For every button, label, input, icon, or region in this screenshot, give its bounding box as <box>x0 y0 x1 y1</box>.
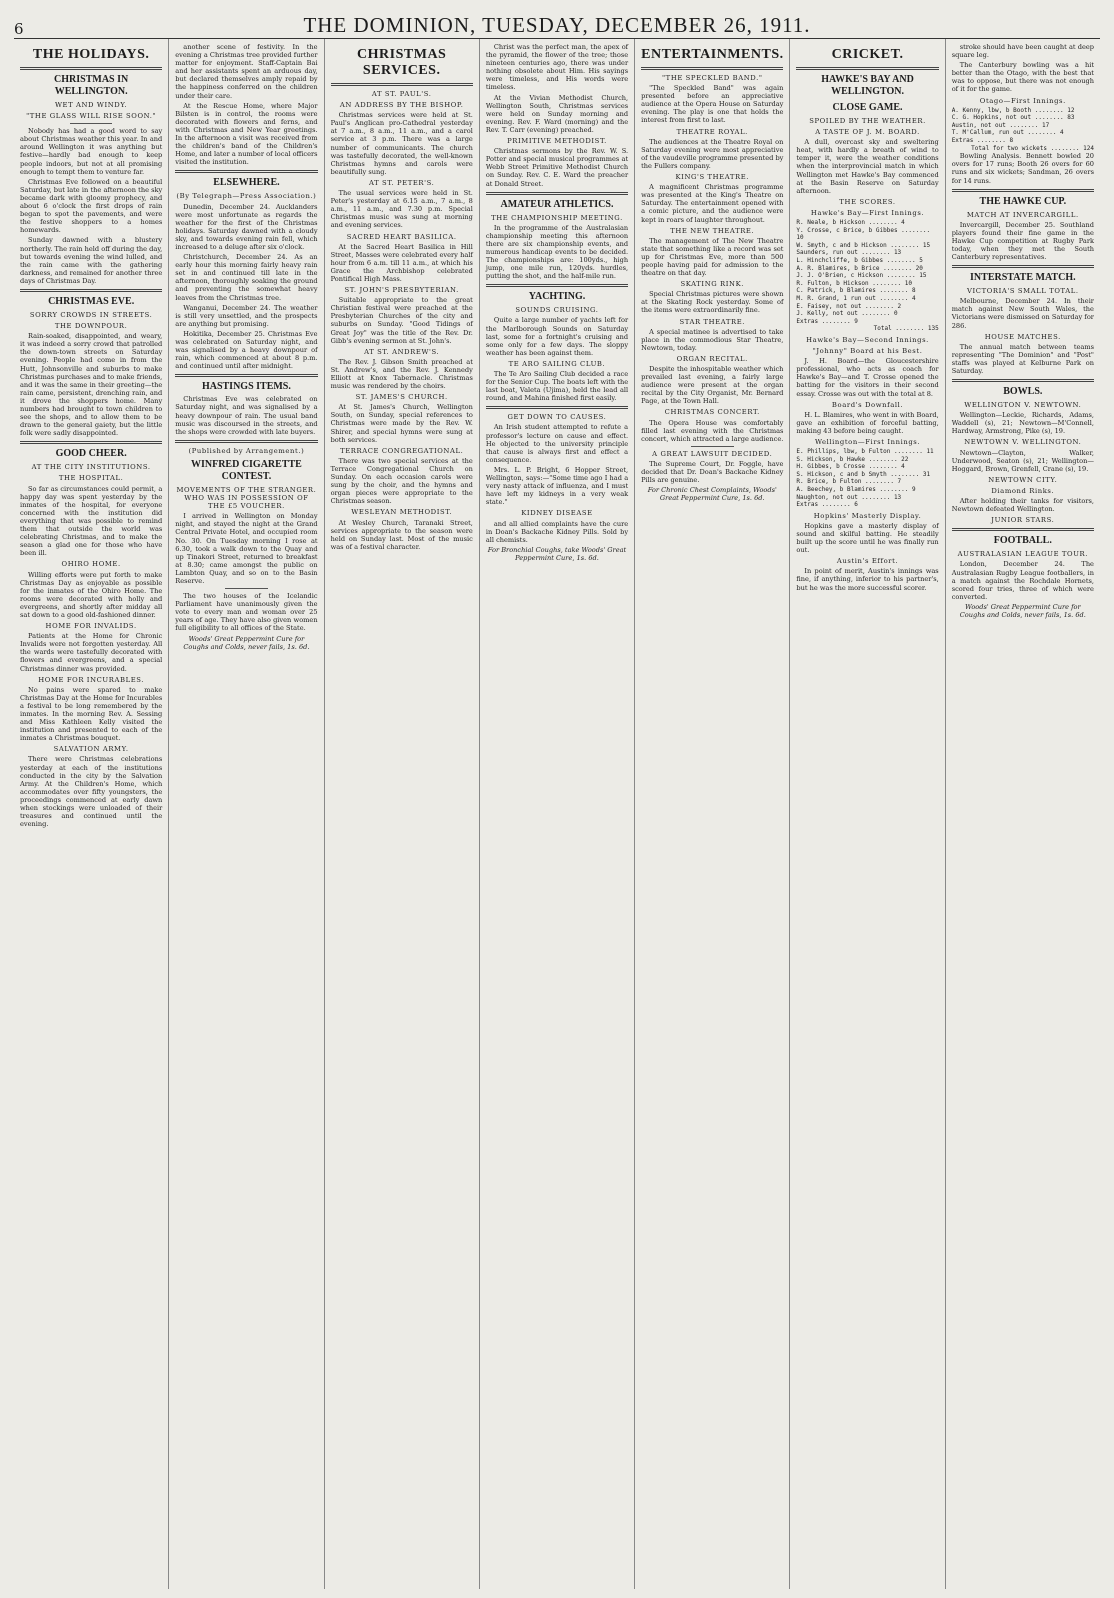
column-4 <box>480 39 635 1589</box>
subheadline: FOOTBALL. <box>993 535 1052 547</box>
paragraph: In point of merit, Austin's innings was fine, if anything, inferior to his partner's, but he was the more successful scorer. <box>796 567 939 592</box>
deck: AUSTRALASIAN LEAGUE TOUR. <box>957 550 1089 559</box>
subheadline: WINFRED CIGARETTE CONTEST. <box>190 458 302 482</box>
column-1 <box>14 39 169 1589</box>
deck: AN ADDRESS BY THE BISHOP. <box>339 101 464 110</box>
paragraph: I arrived in Wellington on Monday night, and stayed the night at the Grand Central Private Hotel, and occupied room No. 30. On Tuesday morning I rose at 6.30, took a walk down to the Quay and up Tinakori Street, returned to breakfast at 8.30; came amongst the public on Lambton Quay, and so on to the Basin Reserve. <box>175 512 318 585</box>
subheadline: INTERSTATE MATCH. <box>970 272 1076 284</box>
paragraph: The usual services were held in St. Peter's yesterday at 6.15 a.m., 7 a.m., 8 a.m., 11 a.m., and 7.30 p.m. Special Christmas music was sung at morning and evening services. <box>330 189 473 230</box>
advertisement: Woods' Great Peppermint Cure for Coughs and Colds, never fails, 1s. 6d. <box>959 602 1086 619</box>
deck: Wellington—First Innings. <box>814 437 921 446</box>
score-line: C. G. Hopkins, not out ........ 83 <box>951 114 1075 122</box>
paragraph: There was two special services at the Terrace Congregational Church on Sunday. On each occasion carols were sung by the choir, and the hymns and organ pieces were appropriate to the Christmas season. <box>330 456 473 506</box>
deck: MATCH AT INVERCARGILL. <box>966 210 1079 219</box>
paragraph: Suitable appropriate to the great Christian festival were preached at the Presbyterian Churches of the city and suburbs on Sunday. "Good Tidings of Great Joy" was the title of the Rev. Dr. Gibb's evening sermon at St. John's. <box>330 296 473 345</box>
paragraph: At the Rescue Home, where Major Bilsten is in control, the rooms were decorated with flowers and ferns, and with Christmas and New Year greetings. In the afternoon a visit was received from the children's band of the Children's Home, and later a number of local officers visited the institution. <box>175 101 318 167</box>
paragraph: Wellington—Leckie, Richards, Adams, Waddell (s), 21; Newtown—M'Connell, Hardway, Armstrong, Pike (s), 19. <box>951 411 1094 436</box>
deck: SKATING RINK. <box>680 280 745 289</box>
paragraph: There were Christmas celebrations yesterday at each of the institutions conducted in the city by the Salvation Army. At the Children's Home, which accommodates over fifty youngsters, the proceedings commenced at early dawn when stockings were unloaded of their treasures and continued until the evening. <box>20 755 163 829</box>
paragraph: Hopkins gave a masterly display of sound and skilful batting. He steadily built up the score until he was finally run out. <box>796 521 939 555</box>
subheadline: HASTINGS ITEMS. <box>201 381 291 393</box>
deck: MOVEMENTS OF THE STRANGER. WHO WAS IN POSSESSION OF THE £5 VOUCHER. <box>176 485 317 511</box>
deck: OHIRO HOME. <box>61 560 121 569</box>
paragraph: The Rev. J. Gibson Smith preached at St. Andrew's, and the Rev. J. Kennedy Elliott at Knox Tabernacle. Christmas music was rendered by the choirs. <box>330 357 473 391</box>
deck: PRIMITIVE METHODIST. <box>507 137 607 146</box>
paragraph: Christ was the perfect man, the apex of the pyramid, the flower of the tree; those nineteen centuries ago, there was under nothing obsolete about Him. His sayings were timeless, and His words were timeless. <box>485 43 629 92</box>
headline: ENTERTAINMENTS. <box>641 47 784 62</box>
paragraph: Patients at the Home for Chronic Invalids were not forgotten yesterday. All the wards were tastefully decorated with flowers and evergreens, and a special Christmas dinner was provided. <box>20 632 163 673</box>
deck: KIDNEY DISEASE <box>521 509 593 518</box>
deck: ST. JAMES'S CHURCH. <box>355 393 448 402</box>
paragraph: Willing efforts were put forth to make Christmas Day as enjoyable as possible for the inmates of the Ohiro Home. The rooms were decorated with holly and evergreens, and shortly after midday all sat down to a good old-fashioned dinner. <box>20 570 163 619</box>
subheadline: YACHTING. <box>528 291 586 303</box>
paragraph: At the Sacred Heart Basilica in Hill Street, Masses were celebrated every half hour from 6 a.m. till 11 a.m., at which his Grace the Archbishop celebrated Pontifical High Mass. <box>330 242 473 283</box>
deck: HOUSE MATCHES. <box>984 332 1061 341</box>
subheadline: ELSEWHERE. <box>213 177 280 189</box>
deck: TERRACE CONGREGATIONAL. <box>340 446 464 455</box>
score-line: Naughton, not out ........ 13 <box>796 493 902 501</box>
score-line: Y. Crosse, c Brice, b Gibbes ........ 10 <box>796 226 931 242</box>
paragraph: A magnificent Christmas programme was presented at the King's Theatre on Saturday. The entertainment opened with a comic picture, and the audience were kept in roars of laughter throughout. <box>641 183 784 224</box>
deck: SALVATION ARMY. <box>53 745 129 754</box>
score-total: Total for two wickets ........ 124 <box>971 144 1094 152</box>
paragraph: Nobody has had a good word to say about Christmas weather this year. In and around Wellington it was anything but festive—hardly bad enough to keep people indoors, but not at all promising enough to tempt them to venture far. <box>20 127 163 176</box>
score-line: W. Smyth, c and b Hickson ........ 15 <box>796 241 931 249</box>
deck: A GREAT LAWSUIT DECIDED. <box>652 449 773 458</box>
score-line: A. Beechey, b Blamires ........ 9 <box>796 486 916 494</box>
deck: AT ST. PAUL'S. <box>371 90 432 98</box>
deck: THE SCORES. <box>839 197 896 206</box>
score-line: T. M'Callum, run out ........ 4 <box>951 129 1064 137</box>
paragraph: Christmas services were held at St. Paul's Anglican pro-Cathedral yesterday at 7 a.m., 8 a.m., 11 a.m., and a carol service at 3 p.m. There was a large number of communicants. The church was tastefully decorated, the well-known Christmas hymns and carols were beautifully sung. <box>330 111 473 176</box>
deck: THE NEW THEATRE. <box>670 226 755 235</box>
paragraph: A special matinee is advertised to take place in the commodious Star Theatre, Newtown, today. <box>641 327 784 352</box>
deck: WELLINGTON V. NEWTOWN. <box>964 401 1082 410</box>
paragraph: J. H. Board—the Gloucestershire professional, who acts as coach for Hawke's Bay—and T. Crosse opened the batting for the visitors in their second essay. Crosse was out with the total at 8. <box>796 357 939 398</box>
score-line: C. Patrick, b Blamires ........ 8 <box>796 287 916 295</box>
paragraph: another scene of festivity. In the evening a Christmas tree provided further matter for enjoyment. Staff-Captain Bai and her assistants spent an arduous day, but declared themselves amply repaid by the happiness conferred on the children under their care. <box>175 43 318 100</box>
paragraph: Dunedin, December 24. Aucklanders were most unfortunate as regards the weather for the first of the Christmas holidays. Saturday dawned with a cloudy sky, and towards evening rain fell, which increased to a deluge after six o'clock. <box>175 202 318 251</box>
score-line: J. Kelly, not out ........ 0 <box>796 310 898 318</box>
deck: WET AND WINDY. <box>54 101 128 109</box>
deck: Austin's Effort. <box>836 557 899 566</box>
masthead-title: THE DOMINION, TUESDAY, DECEMBER 26, 1911. <box>303 13 811 37</box>
deck: Otago—First Innings. <box>979 96 1066 105</box>
deck: THE CHAMPIONSHIP MEETING. <box>491 213 623 222</box>
paragraph: Invercargill, December 25. Southland players found their fine game in the Hawke Cup competition at Rugby Park today, when they met the South Canterbury representatives. <box>951 220 1094 262</box>
paragraph: London, December 24. The Australasian Rugby League footballers, in a match against the Rochdale Hornets, scored four tries, three of which were converted. <box>951 560 1094 601</box>
score-line: Extras ........ 6 <box>796 501 858 509</box>
deck: "THE SPECKLED BAND." <box>661 74 763 82</box>
paragraph: No pains were spared to make Christmas Day at the Home for Incurables a festival to be long remembered by the inmates. In the morning Rev. A. Sessing and Miss Kathleen Kelly visited the institution and presented to each of the inmates a Christmas bouquet. <box>20 685 163 743</box>
score-line: Saunders, run out ........ 13 <box>796 249 902 257</box>
deck: THEATRE ROYAL. <box>676 127 748 136</box>
paragraph: and all allied complaints have the cure in Doan's Backache Kidney Pills. Sold by all chemists. <box>485 519 629 544</box>
paragraph: The Opera House was comfortably filled last evening with the Christmas concert, which attracted a large audience. <box>641 418 784 443</box>
headline: CHRISTMAS SERVICES. <box>357 47 447 78</box>
paragraph: The annual match between teams representing "The Dominion" and "Post" staffs was played at Kelburne Park on Saturday. <box>951 342 1094 375</box>
score-line: S. Hickson, c and b Smyth ........ 31 <box>796 470 931 478</box>
score-line: A. Kenny, lbw, b Booth ........ 12 <box>951 106 1075 114</box>
subheadline: HAWKE'S BAY AND WELLINGTON. <box>821 74 914 97</box>
score-total: Total ........ 135 <box>873 325 939 333</box>
headline: THE HOLIDAYS. <box>32 47 150 62</box>
paragraph: The Supreme Court, Dr. Foggle, have decided that Dr. Doan's Backache Kidney Pills are genuine. <box>641 459 784 485</box>
subheadline: CHRISTMAS EVE. <box>48 295 135 307</box>
subheadline: CHRISTMAS IN WELLINGTON. <box>54 74 129 97</box>
deck: CHRISTMAS CONCERT. <box>664 408 760 417</box>
paragraph: Christmas sermons by the Rev. W. S. Potter and special musical programmes at Webb Street Primitive Methodist Church on Sunday. Rev. C. E. Ward the preacher at Donald Street. <box>485 147 629 188</box>
deck: A TASTE OF J. M. BOARD. <box>815 128 920 137</box>
paragraph: At St. James's Church, Wellington South, on Sunday, special references to Christmas were made by the Rev. W. Shirer, and special hymns were sung at both services. <box>330 403 473 444</box>
paragraph: An Irish student attempted to refute a professor's lecture on cause and effect. He objected to the university principle that cause is always first and effect a consequence. <box>485 423 629 464</box>
paragraph: At Wesley Church, Taranaki Street, services appropriate to the season were held on Sunday last. Most of the music was of a festival character. <box>330 518 473 551</box>
deck: VICTORIA'S SMALL TOTAL. <box>966 287 1079 296</box>
deck: "Johnny" Board at his Best. <box>812 347 923 356</box>
deck: GET DOWN TO CAUSES. <box>507 413 607 422</box>
deck: AT ST. PETER'S. <box>369 178 435 187</box>
deck: NEWTOWN CITY. <box>988 475 1058 484</box>
deck: ORGAN RECITAL. <box>676 354 748 363</box>
deck: THE HOSPITAL. <box>58 474 124 483</box>
headline: CRICKET. <box>831 47 904 62</box>
paragraph: So far as circumstances could permit, a happy day was spent yesterday by the inmates of the hospital, for everyone concerned with the institution did everything that was possible to remind them that outside the world was celebrating Christmas, and to make the season a glad one for those who have been ill. <box>20 484 163 558</box>
deck: JUNIOR STARS. <box>991 516 1055 525</box>
paragraph: H. L. Blamires, who went in with Board, gave an exhibition of forceful batting, making 43 before being caught. <box>796 410 939 435</box>
score-line: Extras ........ 8 <box>951 137 1014 145</box>
deck: SPOILED BY THE WEATHER. <box>809 117 926 125</box>
score-line: S. Hickson, b Hawke ........ 22 <box>796 455 909 463</box>
paragraph: Christmas Eve was celebrated on Saturday night, and was signalised by a heavy downpour of rain. The usual band music was discoursed in the streets, and the shops were crowded with late buyers. <box>175 395 318 436</box>
deck: Hopkins' Masterly Display. <box>813 511 922 520</box>
deck: THE DOWNPOUR. <box>54 322 128 331</box>
paragraph: The Canterbury bowling was a hit better than the Otago, with the best that was to oppose, but there was not enough of it for the game. <box>951 61 1094 94</box>
deck: HOME FOR INVALIDS. <box>45 622 137 631</box>
score-line: Austin, not out ........ 17 <box>951 121 1050 129</box>
scorecard <box>952 107 1094 153</box>
paragraph: "The Speckled Band" was again presented before an appreciative audience at the Opera House on Saturday evening. The play is one that holds the interest from first to last. <box>641 84 784 125</box>
deck: Hawke's Bay—First Innings. <box>810 208 925 217</box>
paragraph: Quite a large number of yachts left for the Marlborough Sounds on Saturday last, some for a fortnight's cruising and some only for a few days. The sloppy weather has been against them. <box>485 316 629 357</box>
paragraph: Special Christmas pictures were shown at the Skating Rock yesterday. Some of the items were extraordinarily fine. <box>641 290 784 315</box>
paragraph: Sunday dawned with a blustery northerly. The rain held off during the day, but towards evening the wind lulled, and the rain came with the gathering darkness, and remained for another three days of Christmas Day. <box>20 236 163 285</box>
masthead <box>14 4 1100 39</box>
column-2 <box>169 39 324 1589</box>
score-line: R. Neale, b Hickson ........ 4 <box>796 219 905 227</box>
deck: (By Telegraph—Press Association.) <box>176 192 317 201</box>
paragraph: Rain-soaked, disappointed, and weary, it was indeed a sorry crowd that patrolled the down-town streets on Saturday evening. People had come in from the Hutt, Johnsonville and suburbs to make Christmas purchases and to make friends, and it was the same in their greeting—the rain came, persistent, drenching rain, and it drove the shoppers home. Many numbers had brought to town children to see the shops, and to allow them to be drawn to the general gaiety, but the little folk were sadly disappointed. <box>20 332 163 438</box>
score-line: J. J. O'Brien, c Hickson ........ 15 <box>796 272 927 280</box>
paragraph: stroke should have been caught at deep square leg. <box>951 43 1094 60</box>
paragraph: The two houses of the Icelandic Parliament have unanimously given the vote to every man and woman over 25 years of age. They have also given women full eligibility to all offices of the State. <box>175 592 318 633</box>
deck: SACRED HEART BASILICA. <box>346 232 457 241</box>
score-line: H. Gibbes, b Crosse ........ 4 <box>796 463 905 471</box>
score-line: E. Phillips, lbw, b Fulton ........ 11 <box>796 448 934 456</box>
scorecard <box>796 219 938 333</box>
paragraph: Melbourne, December 24. In their match against New South Wales, the Victorians were dismissed on Saturday for 286. <box>951 297 1094 330</box>
page-number: 6 <box>14 20 24 38</box>
column-5 <box>635 39 790 1589</box>
advertisement: For Bronchial Coughs, take Woods' Great Peppermint Cure, 1s. 6d. <box>487 545 627 562</box>
score-line: L. Hinchcliffe, b Gibbes ........ 5 <box>796 257 923 264</box>
scorecard <box>796 448 938 509</box>
subheadline: BOWLS. <box>1003 386 1043 398</box>
column-6 <box>790 39 945 1589</box>
deck: WESLEYAN METHODIST. <box>351 508 453 517</box>
deck: Board's Downfall. <box>831 400 904 409</box>
paragraph: Christchurch, December 24. As an early hour this morning fairly heavy rain set in and continued till late in the afternoon, thoroughly soaking the ground and preventing the somewhat heavy leaves from the Christmas tree. <box>175 253 318 302</box>
advertisement: For Chronic Chest Complaints, Woods' Great Peppermint Cure, 1s. 6d. <box>647 486 777 503</box>
paragraph: Mrs. L. P. Bright, 6 Hopper Street, Wellington, says:—"Some time ago I had a very nasty attack of influenza, and I must have left my kidneys in a very weak state." <box>485 465 629 507</box>
paragraph: In the programme of the Australasian championship meeting this afternoon there are six championship events, and numerous handicap events to be decided. The championships are: 100yds., high jump, one mile run, 120yds. hurdles, putting the shot, and the half-mile run. <box>485 223 629 281</box>
deck: HOME FOR INCURABLES. <box>38 675 145 684</box>
score-line: E. Faisey, not out ........ 2 <box>796 302 902 310</box>
paragraph: The audiences at the Theatre Royal on Saturday evening were most appreciative of the vaudeville programme presented by the Fullers company. <box>641 137 784 170</box>
paragraph: Wanganui, December 24. The weather is still very unsettled, and the prospects are anything but promising. <box>175 303 318 328</box>
deck: SOUNDS CRUISING. <box>515 306 599 315</box>
paragraph: Bowling Analysis. Bennett bowled 20 overs for 17 runs; Booth 26 overs for 60 runs and six wickets; Sandman, 26 overs for 14 runs. <box>951 152 1094 185</box>
paragraph: Despite the inhospitable weather which prevailed last evening, a fairly large audience were present at the organ recital by the City Organist, Mr. Bernard Page, at the Town Hall. <box>641 365 784 406</box>
score-line: R. Fulton, b Hickson ........ 10 <box>796 279 912 287</box>
deck: Hawke's Bay—Second Innings. <box>806 335 929 344</box>
subheadline: AMATEUR ATHLETICS. <box>500 198 614 210</box>
deck: NEWTOWN V. WELLINGTON. <box>964 438 1082 447</box>
deck: Diamond Rinks. <box>991 486 1055 495</box>
score-line: R. Brice, b Fulton ........ 7 <box>796 478 902 486</box>
advertisement: Woods' Great Peppermint Cure for Coughs and Colds, never fails, 1s. 6d. <box>183 634 310 651</box>
paragraph: The management of The New Theatre state that something like a record was set up for Christmas Eve, more than 500 people having paid for admission to the theatre on that day. <box>641 236 784 278</box>
ad-label: (Published by Arrangement.) <box>188 446 305 455</box>
deck: TE ARO SAILING CLUB. <box>508 359 606 368</box>
deck: "THE GLASS WILL RISE SOON." <box>26 112 157 121</box>
score-line: M. R. Grand, 1 run out ........ 4 <box>796 294 916 302</box>
paragraph: A dull, overcast sky and sweltering heat, with hardly a breath of wind to temper it, were the weather conditions when the interprovincial match in which Wellington met Hawke's Bay commenced at the Basin Reserve on Saturday afternoon. <box>796 138 939 195</box>
column-3 <box>325 39 480 1589</box>
subheadline: GOOD CHEER. <box>55 448 127 460</box>
subheadline: THE HAWKE CUP. <box>979 195 1067 207</box>
deck: ST. JOHN'S PRESBYTERIAN. <box>344 286 459 295</box>
deck: AT ST. ANDREW'S. <box>364 347 440 356</box>
paragraph: At the Vivian Methodist Church, Wellington South, Christmas services were held on Sunday morning and evening. Rev. F. Ward (morning) and the Rev. T. Carr (evening) preached. <box>485 93 629 134</box>
deck: AT THE CITY INSTITUTIONS. <box>31 463 151 472</box>
column-7 <box>946 39 1100 1589</box>
paragraph: After holding their tanks for visitors, Newtown defeated Wellington. <box>951 497 1094 514</box>
paragraph: The Te Aro Sailing Club decided a race for the Senior Cup. The boats left with the last boat, Valeta (Ujima), held the lead all round, and Mahina finished first easily. <box>485 370 629 403</box>
score-line: Extras ........ 9 <box>796 317 858 325</box>
deck: SORRY CROWDS IN STREETS. <box>29 310 153 319</box>
subheadline: CLOSE GAME. <box>832 102 903 113</box>
score-line: A. R. Blamires, b Brice ........ 20 <box>796 264 923 272</box>
deck: STAR THEATRE. <box>679 317 746 326</box>
paragraph: Christmas Eve followed on a beautiful Saturday, but late in the afternoon the sky became dark with gloomy prophecy, and about 6 o'clock the first drops of rain began to spot the pavements, and were the festive shoppers to a homes homewards. <box>20 177 163 235</box>
paragraph: Hokitika, December 25. Christmas Eve was celebrated on Saturday night, and was signalised by a heavy downpour of rain, which commenced at about 8 p.m. and continued until after midnight. <box>175 329 318 371</box>
deck: KING'S THEATRE. <box>675 173 750 182</box>
paragraph: Newtown—Clayton, Walker, Underwood, Seaton (s), 21; Wellington—Hoggard, Brown, Grenfell, Crane (s), 19. <box>951 448 1094 473</box>
